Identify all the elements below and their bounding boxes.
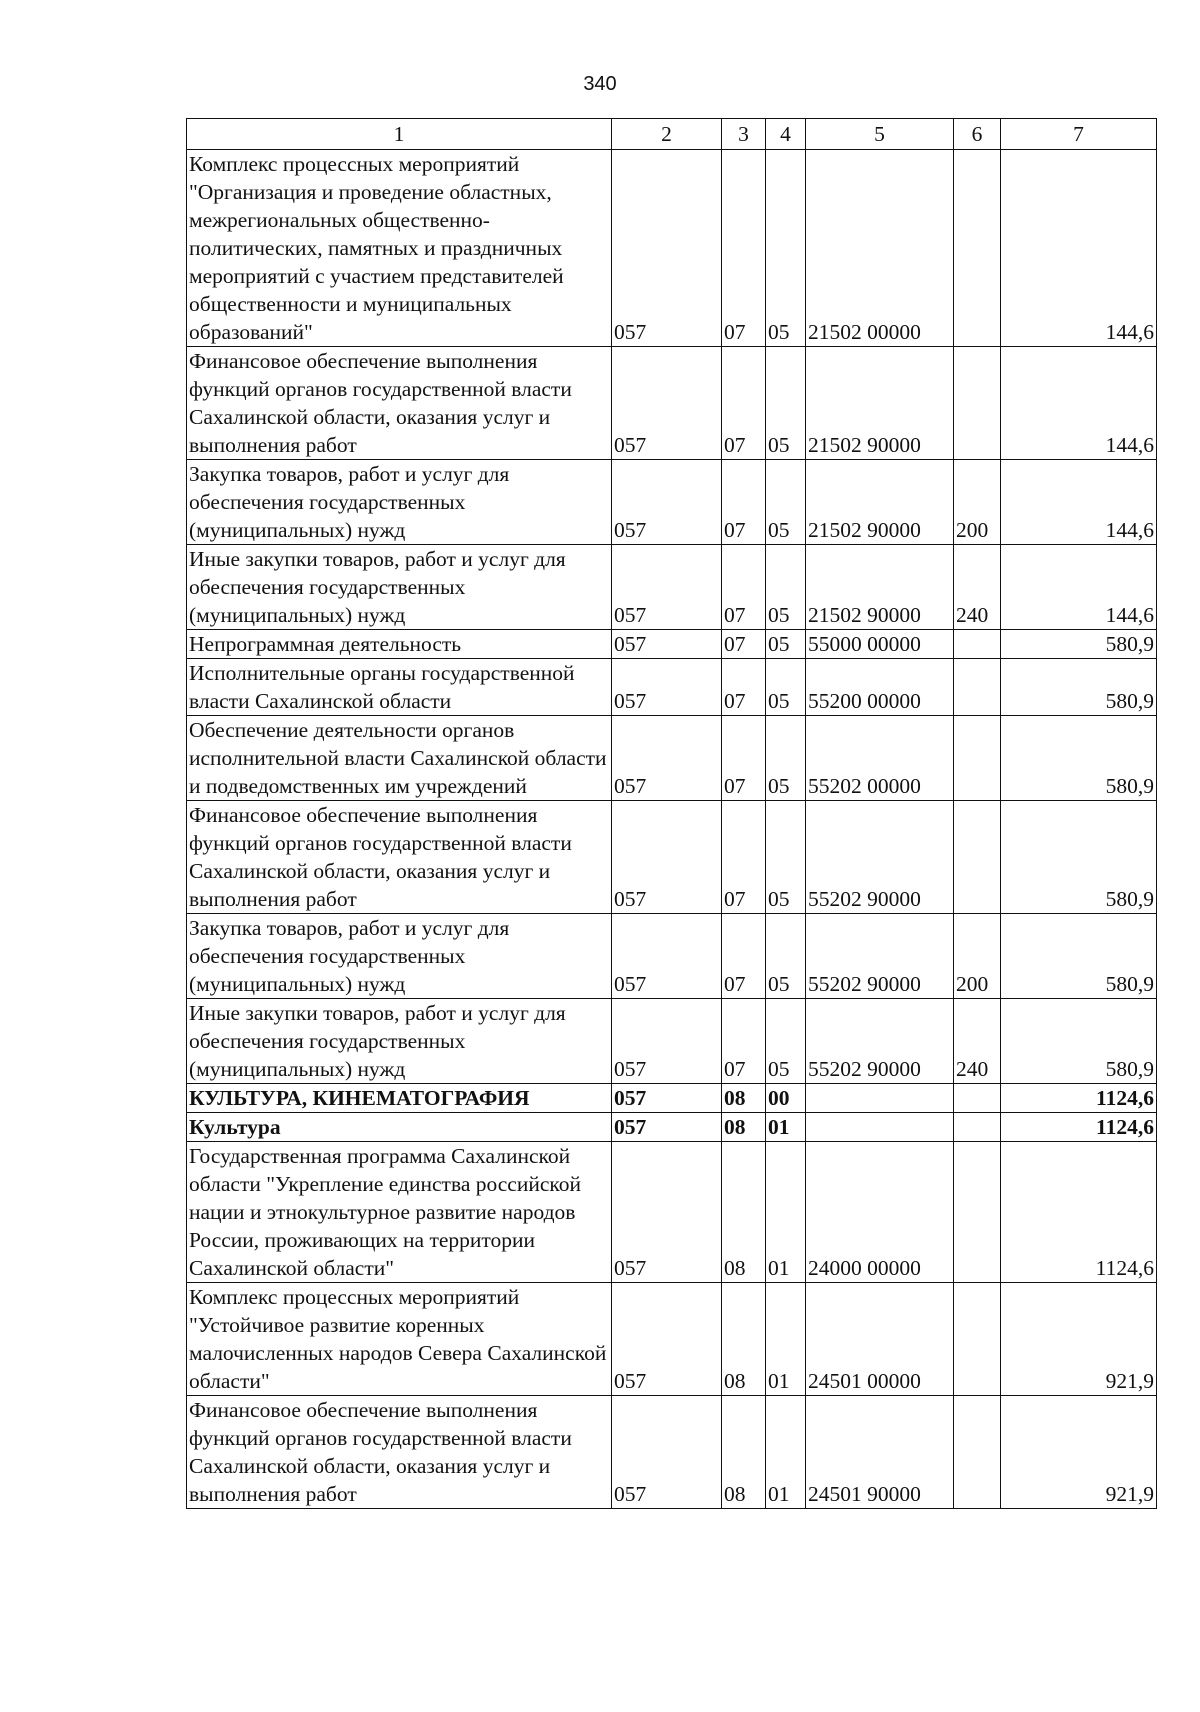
row-amount-cell: 144,6 [1001, 545, 1157, 630]
row-code-cell: 057 [612, 1142, 722, 1283]
row-section-cell: 07 [722, 150, 766, 347]
row-code-cell: 057 [612, 460, 722, 545]
row-section-cell: 07 [722, 347, 766, 460]
row-expense-type-cell [954, 659, 1001, 716]
row-target-article-cell: 55202 90000 [806, 999, 954, 1084]
row-code-cell: 057 [612, 999, 722, 1084]
row-code-cell: 057 [612, 1084, 722, 1113]
row-amount-cell: 921,9 [1001, 1396, 1157, 1509]
table-row [187, 1084, 1157, 1113]
row-target-article-cell: 55200 00000 [806, 659, 954, 716]
row-code-cell: 057 [612, 659, 722, 716]
row-section-cell: 08 [722, 1084, 766, 1113]
row-code-cell: 057 [612, 914, 722, 999]
row-amount-cell: 144,6 [1001, 347, 1157, 460]
row-expense-type-cell: 240 [954, 999, 1001, 1084]
row-target-article-cell: 24501 00000 [806, 1283, 954, 1396]
table-row [187, 1113, 1157, 1142]
header-cell: 2 [612, 119, 722, 150]
row-subsection-cell: 05 [766, 914, 806, 999]
row-section-cell: 07 [722, 914, 766, 999]
row-target-article-cell [806, 1084, 954, 1113]
row-name-cell: Финансовое обеспечение выполнения функций органов государственной власти Сахалинской области, оказания услуг и выполнения работ [187, 347, 612, 460]
row-code-cell: 057 [612, 1283, 722, 1396]
row-code-cell: 057 [612, 347, 722, 460]
row-target-article-cell: 55202 90000 [806, 801, 954, 914]
page-number: 340 [583, 73, 617, 95]
row-amount-cell: 580,9 [1001, 716, 1157, 801]
row-code-cell: 057 [612, 1113, 722, 1142]
row-expense-type-cell [954, 716, 1001, 801]
row-amount-cell: 580,9 [1001, 630, 1157, 659]
table-row [187, 460, 1157, 545]
row-expense-type-cell [954, 150, 1001, 347]
row-expense-type-cell [954, 1113, 1001, 1142]
row-name-cell: Культура [187, 1113, 612, 1142]
row-expense-type-cell [954, 1396, 1001, 1509]
row-target-article-cell: 21502 90000 [806, 347, 954, 460]
row-section-cell: 07 [722, 659, 766, 716]
row-name-cell: Закупка товаров, работ и услуг для обеспечения государственных (муниципальных) нужд [187, 914, 612, 999]
row-target-article-cell: 24501 90000 [806, 1396, 954, 1509]
row-target-article-cell: 55202 00000 [806, 716, 954, 801]
row-subsection-cell: 01 [766, 1113, 806, 1142]
header-cell: 5 [806, 119, 954, 150]
row-target-article-cell: 55202 90000 [806, 914, 954, 999]
row-section-cell: 07 [722, 801, 766, 914]
row-section-cell: 07 [722, 999, 766, 1084]
row-target-article-cell: 24000 00000 [806, 1142, 954, 1283]
row-target-article-cell [806, 1113, 954, 1142]
table-body [187, 150, 1157, 1509]
row-amount-cell: 580,9 [1001, 914, 1157, 999]
row-subsection-cell: 01 [766, 1142, 806, 1283]
table-row [187, 999, 1157, 1084]
row-expense-type-cell [954, 1084, 1001, 1113]
row-subsection-cell: 05 [766, 150, 806, 347]
row-section-cell: 07 [722, 460, 766, 545]
header-cell: 7 [1001, 119, 1157, 150]
row-name-cell: Обеспечение деятельности органов исполнительной власти Сахалинской области и подведомственных им учреждений [187, 716, 612, 801]
row-expense-type-cell [954, 1283, 1001, 1396]
header-cell: 1 [187, 119, 612, 150]
row-expense-type-cell: 200 [954, 914, 1001, 999]
table-row [187, 1283, 1157, 1396]
row-subsection-cell: 01 [766, 1283, 806, 1396]
row-subsection-cell: 05 [766, 545, 806, 630]
row-amount-cell: 1124,6 [1001, 1113, 1157, 1142]
row-section-cell: 08 [722, 1283, 766, 1396]
row-name-cell: Комплекс процессных мероприятий "Организация и проведение областных, межрегиональных общественно-политических, памятных и праздничных мероприятий с участием представителей общественности и муниципальных образований" [187, 150, 612, 347]
row-name-cell: Иные закупки товаров, работ и услуг для обеспечения государственных (муниципальных) нужд [187, 999, 612, 1084]
table-header-row [187, 119, 1157, 150]
row-subsection-cell: 05 [766, 659, 806, 716]
row-section-cell: 08 [722, 1396, 766, 1509]
header-cell: 6 [954, 119, 1001, 150]
row-code-cell: 057 [612, 1396, 722, 1509]
row-subsection-cell: 05 [766, 716, 806, 801]
row-subsection-cell: 05 [766, 630, 806, 659]
row-subsection-cell: 00 [766, 1084, 806, 1113]
row-amount-cell: 580,9 [1001, 999, 1157, 1084]
row-expense-type-cell [954, 630, 1001, 659]
row-section-cell: 08 [722, 1113, 766, 1142]
table-row [187, 347, 1157, 460]
row-amount-cell: 921,9 [1001, 1283, 1157, 1396]
row-target-article-cell: 21502 90000 [806, 460, 954, 545]
row-name-cell: Финансовое обеспечение выполнения функций органов государственной власти Сахалинской области, оказания услуг и выполнения работ [187, 801, 612, 914]
row-expense-type-cell [954, 801, 1001, 914]
row-amount-cell: 1124,6 [1001, 1142, 1157, 1283]
table-row [187, 630, 1157, 659]
row-section-cell: 08 [722, 1142, 766, 1283]
row-section-cell: 07 [722, 716, 766, 801]
row-code-cell: 057 [612, 801, 722, 914]
row-amount-cell: 580,9 [1001, 659, 1157, 716]
table-row [187, 1142, 1157, 1283]
row-expense-type-cell [954, 347, 1001, 460]
row-name-cell: Иные закупки товаров, работ и услуг для обеспечения государственных (муниципальных) нужд [187, 545, 612, 630]
row-name-cell: КУЛЬТУРА, КИНЕМАТОГРАФИЯ [187, 1084, 612, 1113]
row-name-cell: Закупка товаров, работ и услуг для обеспечения государственных (муниципальных) нужд [187, 460, 612, 545]
row-code-cell: 057 [612, 150, 722, 347]
row-section-cell: 07 [722, 545, 766, 630]
row-subsection-cell: 05 [766, 801, 806, 914]
table-row [187, 545, 1157, 630]
row-amount-cell: 144,6 [1001, 150, 1157, 347]
row-subsection-cell: 05 [766, 460, 806, 545]
row-amount-cell: 580,9 [1001, 801, 1157, 914]
row-code-cell: 057 [612, 545, 722, 630]
table-row [187, 659, 1157, 716]
row-name-cell: Непрограммная деятельность [187, 630, 612, 659]
table-row [187, 716, 1157, 801]
row-target-article-cell: 55000 00000 [806, 630, 954, 659]
row-name-cell: Финансовое обеспечение выполнения функций органов государственной власти Сахалинской области, оказания услуг и выполнения работ [187, 1396, 612, 1509]
row-expense-type-cell: 240 [954, 545, 1001, 630]
budget-table [186, 118, 1157, 1509]
row-subsection-cell: 05 [766, 999, 806, 1084]
row-expense-type-cell: 200 [954, 460, 1001, 545]
row-target-article-cell: 21502 90000 [806, 545, 954, 630]
table-row [187, 914, 1157, 999]
row-code-cell: 057 [612, 630, 722, 659]
row-target-article-cell: 21502 00000 [806, 150, 954, 347]
row-name-cell: Исполнительные органы государственной власти Сахалинской области [187, 659, 612, 716]
row-subsection-cell: 05 [766, 347, 806, 460]
row-code-cell: 057 [612, 716, 722, 801]
row-expense-type-cell [954, 1142, 1001, 1283]
row-amount-cell: 1124,6 [1001, 1084, 1157, 1113]
row-amount-cell: 144,6 [1001, 460, 1157, 545]
header-cell: 3 [722, 119, 766, 150]
table-row [187, 1396, 1157, 1509]
row-name-cell: Комплекс процессных мероприятий "Устойчивое развитие коренных малочисленных народов Севера Сахалинской области" [187, 1283, 612, 1396]
row-name-cell: Государственная программа Сахалинской области "Укрепление единства российской нации и этнокультурное развитие народов России, проживающих на территории Сахалинской области" [187, 1142, 612, 1283]
row-subsection-cell: 01 [766, 1396, 806, 1509]
table-row [187, 801, 1157, 914]
row-section-cell: 07 [722, 630, 766, 659]
table-row [187, 150, 1157, 347]
header-cell: 4 [766, 119, 806, 150]
